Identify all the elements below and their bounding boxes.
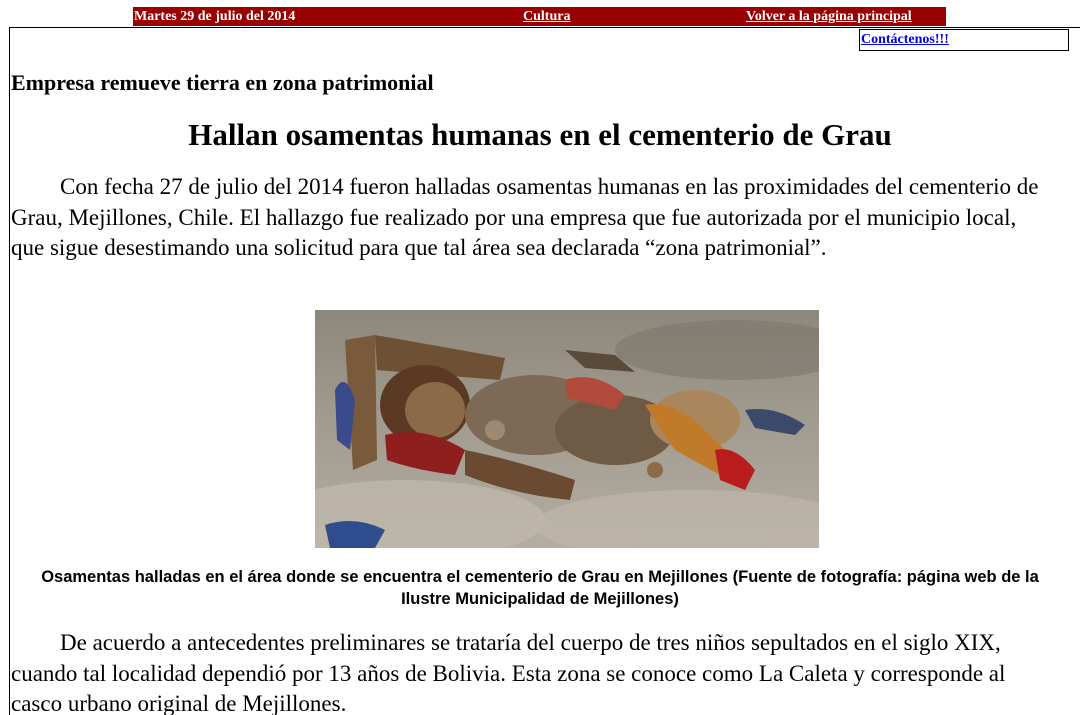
home-link[interactable]: Volver a la página principal [746,9,912,24]
contact-link[interactable]: Contáctenos!!! [861,32,949,47]
article-headline: Hallan osamentas humanas en el cementerio de Grau [188,117,892,152]
section-link-cultura[interactable]: Cultura [523,9,571,24]
contact-box [859,29,1069,51]
date-label: Martes 29 de julio del 2014 [134,9,296,24]
top-bar [133,7,946,26]
photo-caption: Osamentas halladas en el área donde se encuentra el cementerio de Grau en Mejillones (Fuente de fotografía: página web de la Ilustre Municipalidad de Mejillones) [41,568,1039,608]
article-paragraph-1: Con fecha 27 de julio del 2014 fueron halladas osamentas humanas en las proximidades del cementerio de Grau, Mejillones, Chile. El hallazgo fue realizado por una empresa que fue autorizada por el municipio local, que sigue desestimando una solicitud para que tal área sea declarada “zona patrimonial”. [11,174,1039,260]
article-paragraph-2: De acuerdo a antecedentes preliminares se trataría del cuerpo de tres niños sepultados en el siglo XIX, cuando tal localidad dependió por 13 años de Bolivia. Esta zona se conoce como La Caleta y corresponde al casco urbano original de Mejillones. [11,630,1006,715]
article-kicker: Empresa remueve tierra en zona patrimonial [11,70,434,95]
photo-illustration [315,310,819,548]
article-photo [315,310,819,548]
